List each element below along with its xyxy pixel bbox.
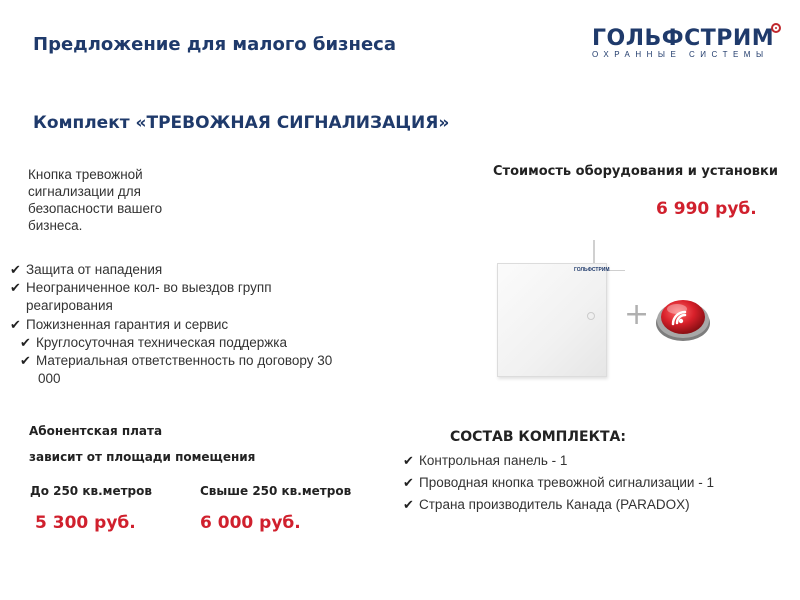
- kit-title: Комплект «ТРЕВОЖНАЯ СИГНАЛИЗАЦИЯ»: [33, 113, 450, 133]
- feature-text: Неограниченное кол- во выездов групп: [26, 280, 272, 295]
- composition-title: СОСТАВ КОМПЛЕКТА:: [450, 429, 626, 445]
- feature-text: Пожизненная гарантия и сервис: [26, 317, 229, 332]
- check-icon: ✔: [10, 317, 21, 332]
- control-panel-image: [497, 263, 610, 377]
- feature-text: Защита от нападения: [26, 262, 163, 277]
- alarm-button-icon: [655, 293, 711, 343]
- check-icon: ✔: [10, 262, 21, 277]
- fee-title: Абонентская плата: [29, 424, 163, 438]
- tier-price: 6 000 руб.: [200, 513, 301, 533]
- cost-price: 6 990 руб.: [656, 199, 757, 219]
- kit-description: Кнопка тревожной сигнализации для безопасности вашего бизнеса.: [28, 167, 163, 233]
- composition-text: Контрольная панель - 1: [419, 453, 568, 468]
- logo-mark-icon: [771, 23, 781, 33]
- panel-lock-icon: [587, 312, 595, 320]
- feature-text: 000: [38, 371, 61, 386]
- feature-item: [20, 334, 287, 352]
- check-icon: ✔: [20, 353, 31, 368]
- tier-label: До 250 кв.метров: [30, 484, 152, 498]
- feature-item: [20, 352, 332, 370]
- tier-price: 5 300 руб.: [35, 513, 136, 533]
- check-icon: ✔: [403, 475, 414, 490]
- feature-item: [10, 316, 228, 334]
- check-icon: ✔: [20, 335, 31, 350]
- panel-logo: ГОЛЬФСТРИМ: [574, 267, 610, 273]
- feature-text: реагирования: [26, 298, 113, 313]
- feature-text: Круглосуточная техническая поддержка: [36, 335, 288, 350]
- composition-text: Страна производитель Канада (PARADOX): [419, 497, 690, 512]
- logo-subtitle: ОХРАННЫЕ СИСТЕМЫ: [592, 50, 769, 59]
- feature-item-continuation: [26, 297, 113, 315]
- composition-item: [403, 496, 690, 514]
- alarm-button-image: [655, 293, 711, 343]
- check-icon: ✔: [10, 280, 21, 295]
- feature-text: Материальная ответственность по договору 30: [36, 353, 333, 368]
- feature-item: [10, 279, 272, 297]
- logo-name: ГОЛЬФСТРИМ: [592, 26, 775, 51]
- page-title: Предложение для малого бизнеса: [33, 34, 396, 55]
- panel-antenna: [593, 240, 595, 264]
- check-icon: ✔: [403, 453, 414, 468]
- composition-item: [403, 474, 714, 492]
- plus-icon: +: [624, 297, 650, 332]
- cost-label: Стоимость оборудования и установки: [493, 164, 778, 179]
- tier-label: Свыше 250 кв.метров: [200, 484, 352, 498]
- composition-text: Проводная кнопка тревожной сигнализации - 1: [419, 475, 714, 490]
- fee-subtitle: зависит от площади помещения: [29, 450, 256, 464]
- company-logo: [592, 26, 782, 76]
- feature-item-continuation: [38, 370, 61, 388]
- feature-item: [10, 261, 162, 279]
- check-icon: ✔: [403, 497, 414, 512]
- composition-item: [403, 452, 567, 470]
